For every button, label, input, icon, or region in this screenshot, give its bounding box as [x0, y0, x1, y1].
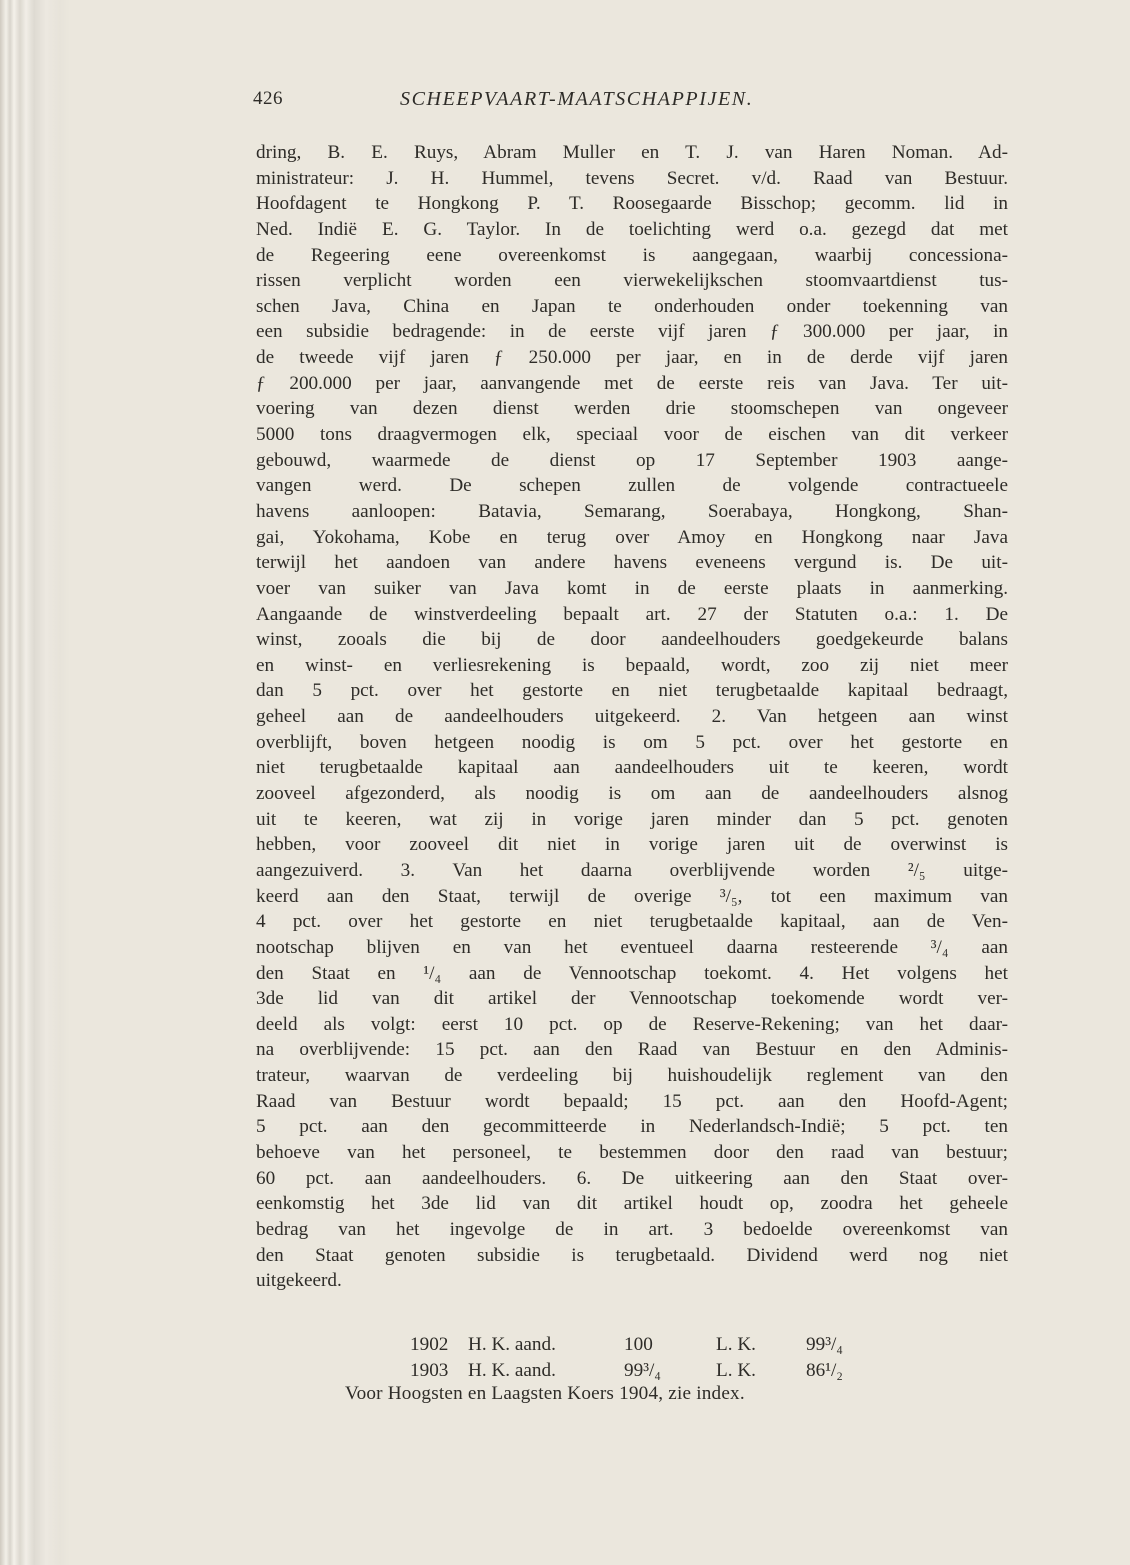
quote-row [256, 1332, 1008, 1358]
quote-hk-label: H. K. aand. [468, 1359, 556, 1381]
text-line: ministrateur: J. H. Hummel, tevens Secret. v/d. Raad van Bestuur. [256, 167, 1008, 189]
text-line: 60 pct. aan aandeelhouders. 6. De uitkeering aan den Staat over- [256, 1167, 1008, 1189]
footnote-index-reference: Voor Hoogsten en Laagsten Koers 1904, zie index. [345, 1383, 745, 1404]
text-line: gai, Yokohama, Kobe en terug over Amoy en Hongkong naar Java [256, 526, 1008, 548]
text-line: den Staat genoten subsidie is terugbetaald. Dividend werd nog niet [256, 1244, 1008, 1266]
quote-lk-label: L. K. [716, 1334, 756, 1355]
text-line: uit te keeren, wat zij in vorige jaren minder dan 5 pct. genoten [256, 808, 1008, 830]
text-line: winst, zooals die bij de door aandeelhouders goedgekeurde balans [256, 629, 1008, 651]
price-quotes-table [256, 1332, 1008, 1383]
text-line: 5000 tons draagvermogen elk, speciaal voor de eischen van dit verkeer [256, 424, 1008, 446]
text-line: de Regeering eene overeenkomst is aangegaan, waarbij concessiona- [256, 244, 1008, 266]
text-line: terwijl het aandoen van andere havens eveneens vergund is. De uit- [256, 552, 1008, 574]
text-line: en winst- en verliesrekening is bepaald, wordt, zoo zij niet meer [256, 654, 1008, 676]
text-line: hebben, voor zooveel dit niet in vorige jaren uit de overwinst is [256, 834, 1008, 856]
text-line: behoeve van het personeel, te bestemmen door den raad van bestuur; [256, 1141, 1008, 1163]
text-line: deeld als volgt: eerst 10 pct. op de Reserve-Rekening; van het daar- [256, 1013, 1008, 1035]
page-number: 426 [253, 88, 283, 109]
running-header [253, 88, 1013, 118]
text-line: zooveel afgezonderd, als noodig is om aan de aandeelhouders alsnog [256, 783, 1008, 805]
text-line: 3de lid van dit artikel der Vennootschap toekomende wordt ver- [256, 988, 1008, 1010]
text-line: keerd aan den Staat, terwijl de overige ³/₅, tot een maximum van [256, 885, 1008, 907]
text-line: Hoofdagent te Hongkong P. T. Roosegaarde Bisschop; gecomm. lid in [256, 193, 1008, 215]
text-line: uitgekeerd. [256, 1270, 342, 1292]
quote-year: 1902 [410, 1334, 449, 1355]
text-line: eenkomstig het 3de lid van dit artikel houdt op, zoodra het geheele [256, 1193, 1008, 1215]
text-line: dring, B. E. Ruys, Abram Muller en T. J. van Haren Noman. Ad- [256, 142, 1008, 163]
quote-lk-value: 86¹/₂ [806, 1359, 843, 1381]
text-line: Aangaande de winstverdeeling bepaalt art. 27 der Statuten o.a.: 1. De [256, 603, 1008, 625]
quote-lk-label: L. K. [716, 1359, 756, 1381]
page-binding-edge [0, 0, 70, 1565]
text-line: Ned. Indië E. G. Taylor. In de toelichting werd o.a. gezegd dat met [256, 218, 1008, 240]
running-title: SCHEEPVAART-MAATSCHAPPIJEN. [400, 88, 754, 110]
text-line: dan 5 pct. over het gestorte en niet terugbetaalde kapitaal bedraagt, [256, 680, 1008, 702]
quote-hk-label: H. K. aand. [468, 1334, 556, 1355]
text-line: de tweede vijf jaren ƒ 250.000 per jaar, en in de derde vijf jaren [256, 347, 1008, 369]
text-line: voer van suiker van Java komt in de eerste plaats in aanmerking. [256, 577, 1008, 599]
quote-lk-value: 99³/₄ [806, 1334, 843, 1355]
quote-hk-value: 99³/₄ [624, 1359, 661, 1381]
text-line: vangen werd. De schepen zullen de volgende contractueele [256, 475, 1008, 497]
text-line: ƒ 200.000 per jaar, aanvangende met de eerste reis van Java. Ter uit- [256, 372, 1008, 394]
text-line: een subsidie bedragende: in de eerste vijf jaren ƒ 300.000 per jaar, in [256, 321, 1008, 343]
quote-row [256, 1358, 1008, 1384]
text-line: Raad van Bestuur wordt bepaald; 15 pct. aan den Hoofd-Agent; [256, 1090, 1008, 1112]
text-line: rissen verplicht worden een vierwekelijkschen stoomvaartdienst tus- [256, 270, 1008, 292]
text-line: overblijft, boven hetgeen noodig is om 5 pct. over het gestorte en [256, 731, 1008, 753]
text-line: nootschap blijven en van het eventueel daarna resteerende ³/₄ aan [256, 936, 1008, 958]
text-line: 4 pct. over het gestorte en niet terugbetaalde kapitaal, aan de Ven- [256, 911, 1008, 933]
text-line: niet terugbetaalde kapitaal aan aandeelhouders uit te keeren, wordt [256, 757, 1008, 779]
text-line: trateur, waarvan de verdeeling bij huishoudelijk reglement van den [256, 1065, 1008, 1087]
text-line: geheel aan de aandeelhouders uitgekeerd. 2. Van hetgeen aan winst [256, 706, 1008, 728]
text-line: havens aanloopen: Batavia, Semarang, Soerabaya, Hongkong, Shan- [256, 500, 1008, 522]
text-line: gebouwd, waarmede de dienst op 17 September 1903 aange- [256, 449, 1008, 471]
quote-hk-value: 100 [624, 1334, 653, 1355]
quote-year: 1903 [410, 1359, 449, 1381]
body-paragraph [256, 140, 1008, 1294]
text-line: schen Java, China en Japan te onderhouden onder toekenning van [256, 295, 1008, 317]
text-line: na overblijvende: 15 pct. aan den Raad van Bestuur en den Adminis- [256, 1039, 1008, 1061]
text-line: 5 pct. aan den gecommitteerde in Nederlandsch-Indië; 5 pct. ten [256, 1116, 1008, 1138]
text-line: aangezuiverd. 3. Van het daarna overblijvende worden ²/₅ uitge- [256, 859, 1008, 881]
text-line: den Staat en ¹/₄ aan de Vennootschap toekomt. 4. Het volgens het [256, 962, 1008, 984]
text-line: voering van dezen dienst werden drie stoomschepen van ongeveer [256, 398, 1008, 420]
text-line: bedrag van het ingevolge de in art. 3 bedoelde overeenkomst van [256, 1218, 1008, 1240]
